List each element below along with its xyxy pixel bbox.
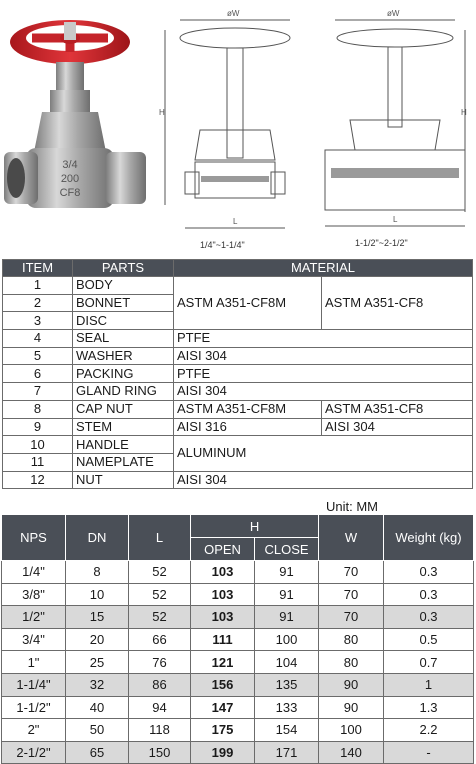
l-cell: 86 (129, 673, 191, 696)
nps-cell: 2-1/2" (2, 741, 66, 764)
dn-cell: 10 (66, 583, 129, 606)
table-row (2, 606, 474, 629)
open-cell: 147 (191, 696, 255, 719)
material-row (3, 277, 473, 295)
item-no: 9 (3, 418, 73, 436)
material-value: ASTM A351-CF8 (322, 400, 473, 418)
item-no: 3 (3, 312, 73, 330)
header-nps: NPS (2, 515, 66, 561)
part-name: PACKING (73, 365, 174, 383)
w-cell: 140 (319, 741, 384, 764)
dn-cell: 40 (66, 696, 129, 719)
nps-cell: 1/4" (2, 561, 66, 584)
material-value: PTFE (174, 365, 473, 383)
l-cell: 94 (129, 696, 191, 719)
technical-drawing (155, 0, 473, 258)
material-value: PTFE (174, 330, 473, 348)
table-row (2, 628, 474, 651)
dim-l-small: L (233, 217, 238, 226)
item-no: 4 (3, 330, 73, 348)
l-cell: 52 (129, 561, 191, 584)
part-name: CAP NUT (73, 400, 174, 418)
weight-cell: 2.2 (384, 719, 474, 742)
w-cell: 100 (319, 719, 384, 742)
table-row (2, 696, 474, 719)
part-name: BONNET (73, 294, 174, 312)
item-no: 6 (3, 365, 73, 383)
weight-cell: 0.5 (384, 628, 474, 651)
part-name: BODY (73, 277, 174, 295)
material-row (3, 471, 473, 489)
gate-valve-photo (2, 2, 152, 252)
w-cell: 70 (319, 561, 384, 584)
table-row (2, 651, 474, 674)
dim-w-large: øW (387, 9, 400, 18)
table-row (2, 583, 474, 606)
part-name: GLAND RING (73, 383, 174, 401)
close-cell: 104 (255, 651, 319, 674)
dn-cell: 65 (66, 741, 129, 764)
dn-cell: 32 (66, 673, 129, 696)
w-cell: 90 (319, 696, 384, 719)
nps-cell: 2" (2, 719, 66, 742)
weight-cell: 0.3 (384, 606, 474, 629)
w-cell: 80 (319, 651, 384, 674)
product-header (0, 0, 476, 258)
close-cell: 100 (255, 628, 319, 651)
dim-h-large: H (461, 108, 467, 117)
weight-cell: 0.7 (384, 651, 474, 674)
open-cell: 103 (191, 606, 255, 629)
w-cell: 70 (319, 583, 384, 606)
header-material: MATERIAL (174, 260, 473, 277)
material-value: AISI 304 (174, 383, 473, 401)
dim-w-small: øW (227, 9, 240, 18)
material-value: AISI 304 (174, 471, 473, 489)
caption-large-sizes: 1-1/2"~2-1/2" (355, 238, 408, 248)
header-weight: Weight (kg) (384, 515, 474, 561)
material-row (3, 330, 473, 348)
material-row (3, 418, 473, 436)
weight-cell: 0.3 (384, 583, 474, 606)
close-cell: 91 (255, 606, 319, 629)
header-l: L (129, 515, 191, 561)
dn-cell: 8 (66, 561, 129, 584)
l-cell: 52 (129, 583, 191, 606)
part-name: NUT (73, 471, 174, 489)
weight-cell: 1 (384, 673, 474, 696)
unit-label: Unit: MM (326, 499, 378, 514)
nps-cell: 1-1/4" (2, 673, 66, 696)
nps-cell: 1-1/2" (2, 696, 66, 719)
item-no: 11 (3, 453, 73, 471)
close-cell: 154 (255, 719, 319, 742)
l-cell: 52 (129, 606, 191, 629)
part-name: DISC (73, 312, 174, 330)
nps-cell: 1/2" (2, 606, 66, 629)
table-row (2, 741, 474, 764)
l-cell: 118 (129, 719, 191, 742)
dn-cell: 20 (66, 628, 129, 651)
body-marking-material: CF8 (59, 187, 81, 199)
close-cell: 91 (255, 561, 319, 584)
part-name: STEM (73, 418, 174, 436)
table-row (2, 673, 474, 696)
material-cf8: ASTM A351-CF8 (322, 277, 473, 330)
open-cell: 156 (191, 673, 255, 696)
material-row (3, 436, 473, 454)
part-name: NAMEPLATE (73, 453, 174, 471)
l-cell: 76 (129, 651, 191, 674)
material-row (3, 383, 473, 401)
material-cf8m: ASTM A351-CF8M (174, 277, 322, 330)
l-cell: 66 (129, 628, 191, 651)
material-value: AISI 304 (322, 418, 473, 436)
header-dn: DN (66, 515, 129, 561)
nps-cell: 3/4" (2, 628, 66, 651)
caption-small-sizes: 1/4"~1-1/4" (200, 240, 245, 250)
open-cell: 199 (191, 741, 255, 764)
item-no: 10 (3, 436, 73, 454)
dn-cell: 50 (66, 719, 129, 742)
part-name: SEAL (73, 330, 174, 348)
body-marking-pressure: 200 (60, 173, 80, 185)
header-parts: PARTS (73, 260, 174, 277)
item-no: 2 (3, 294, 73, 312)
open-cell: 103 (191, 583, 255, 606)
table-row (2, 561, 474, 584)
nps-cell: 3/8" (2, 583, 66, 606)
item-no: 7 (3, 383, 73, 401)
weight-cell: - (384, 741, 474, 764)
material-value: ASTM A351-CF8M (174, 400, 322, 418)
nps-cell: 1" (2, 651, 66, 674)
table-row (2, 719, 474, 742)
weight-cell: 1.3 (384, 696, 474, 719)
part-name: WASHER (73, 347, 174, 365)
part-name: HANDLE (73, 436, 174, 454)
dn-cell: 25 (66, 651, 129, 674)
w-cell: 90 (319, 673, 384, 696)
open-cell: 103 (191, 561, 255, 584)
materials-header-row (3, 260, 473, 277)
open-cell: 175 (191, 719, 255, 742)
item-no: 1 (3, 277, 73, 295)
material-value: ALUMINUM (174, 436, 473, 471)
material-row (3, 365, 473, 383)
header-h: H (191, 515, 319, 538)
item-no: 12 (3, 471, 73, 489)
header-item: ITEM (3, 260, 73, 277)
w-cell: 70 (319, 606, 384, 629)
close-cell: 135 (255, 673, 319, 696)
material-row (3, 400, 473, 418)
item-no: 5 (3, 347, 73, 365)
header-w: W (319, 515, 384, 561)
dimensions-header-row (2, 515, 474, 538)
body-marking-size: 3/4 (62, 159, 78, 171)
material-row (3, 347, 473, 365)
material-value: AISI 316 (174, 418, 322, 436)
header-open: OPEN (191, 538, 255, 561)
item-no: 8 (3, 400, 73, 418)
header-close: CLOSE (255, 538, 319, 561)
materials-table (2, 259, 473, 489)
dimensions-table (1, 514, 474, 764)
dim-l-large: L (393, 215, 398, 224)
dn-cell: 15 (66, 606, 129, 629)
close-cell: 171 (255, 741, 319, 764)
close-cell: 133 (255, 696, 319, 719)
l-cell: 150 (129, 741, 191, 764)
open-cell: 121 (191, 651, 255, 674)
weight-cell: 0.3 (384, 561, 474, 584)
material-value: AISI 304 (174, 347, 473, 365)
open-cell: 111 (191, 628, 255, 651)
close-cell: 91 (255, 583, 319, 606)
w-cell: 80 (319, 628, 384, 651)
dim-h-small: H (159, 108, 165, 117)
